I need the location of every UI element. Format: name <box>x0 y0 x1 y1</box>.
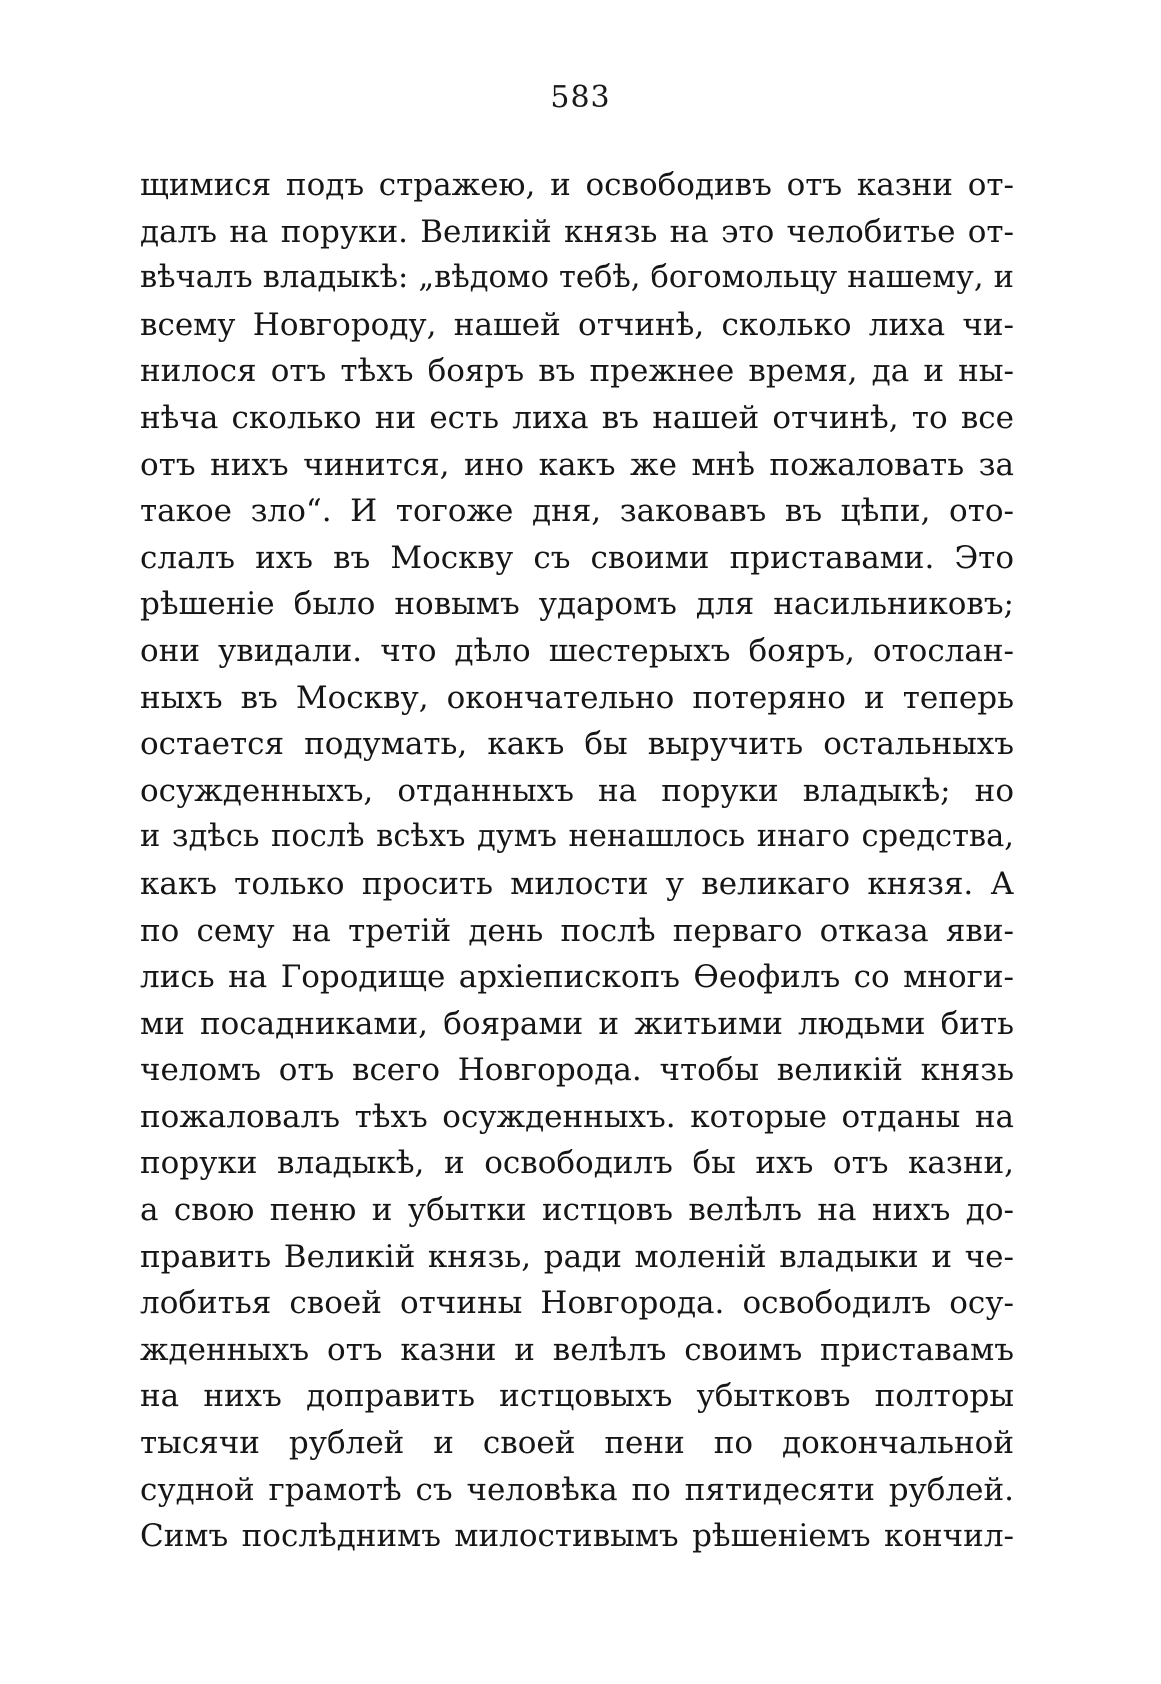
text-line: и здѣсь послѣ всѣхъ думъ ненашлось инаго средства, <box>140 819 1014 855</box>
text-line: вѣчалъ владыкѣ: „вѣдомо тебѣ, богомольцу нашему, и <box>140 260 1014 296</box>
body-text <box>140 162 1014 1560</box>
text-line: по сему на третій день послѣ перваго отказа яви- <box>140 912 1014 949</box>
text-line: судной грамотѣ съ человѣка по пятидесяти рублей. <box>140 1471 1014 1508</box>
text-line: щимися подъ стражею, и освободивъ отъ казни от- <box>140 167 1014 203</box>
text-line: какъ только просить милости у великаго князя. А <box>140 865 1014 902</box>
text-line: жденныхъ отъ казни и велѣлъ своимъ приставамъ <box>140 1331 1014 1368</box>
text-line: лись на Городище архіепископъ Ѳеофилъ со многи- <box>140 959 1014 996</box>
text-line: отъ нихъ чинится, ино какъ же мнѣ пожаловать за <box>140 446 1014 483</box>
text-line: такое зло“. И тогоже дня, заковавъ въ цѣпи, ото- <box>140 493 1014 530</box>
text-line: далъ на поруки. Великій князь на это челобитье от- <box>140 213 1014 250</box>
text-line: Симъ послѣднимъ милостивымъ рѣшеніемъ кончил- <box>140 1518 1014 1555</box>
text-line: лобитья своей отчины Новгорода. освободилъ осу- <box>140 1285 1014 1322</box>
text-line: тысячи рублей и своей пени по докончальной <box>140 1425 1014 1462</box>
text-line: слалъ ихъ въ Москву съ своими приставами. Это <box>140 539 1014 576</box>
text-line: ми посадниками, боярами и житьими людьми бить <box>140 1005 1014 1042</box>
text-line: ныхъ въ Москву, окончательно потеряно и теперь <box>140 679 1014 716</box>
text-line: рѣшеніе было новымъ ударомъ для насильниковъ; <box>140 586 1014 623</box>
text-line: а свою пеню и убытки истцовъ велѣлъ на нихъ до- <box>140 1192 1014 1229</box>
text-line: править Великій князь, ради моленій владыки и че- <box>140 1238 1014 1275</box>
text-line: всему Новгороду, нашей отчинѣ, сколько лиха чи- <box>140 306 1014 343</box>
text-line: остается подумать, какъ бы выручить остальныхъ <box>140 726 1014 763</box>
text-line: осужденныхъ, отданныхъ на поруки владыкѣ; но <box>140 772 1014 809</box>
text-line: пожаловалъ тѣхъ осужденныхъ. которые отданы на <box>140 1098 1014 1135</box>
text-line: на нихъ доправить истцовыхъ убытковъ полторы <box>140 1378 1014 1415</box>
text-line: нилося отъ тѣхъ бояръ въ прежнее время, да и ны- <box>140 353 1014 390</box>
text-line: они увидали. что дѣло шестерыхъ бояръ, отослан- <box>140 632 1014 669</box>
text-line: поруки владыкѣ, и освободилъ бы ихъ отъ казни, <box>140 1145 1014 1182</box>
page-number: 583 <box>550 80 611 115</box>
text-line: нѣча сколько ни есть лиха въ нашей отчинѣ, то все <box>140 399 1014 436</box>
text-line: челомъ отъ всего Новгорода. чтобы великій князь <box>140 1052 1014 1089</box>
